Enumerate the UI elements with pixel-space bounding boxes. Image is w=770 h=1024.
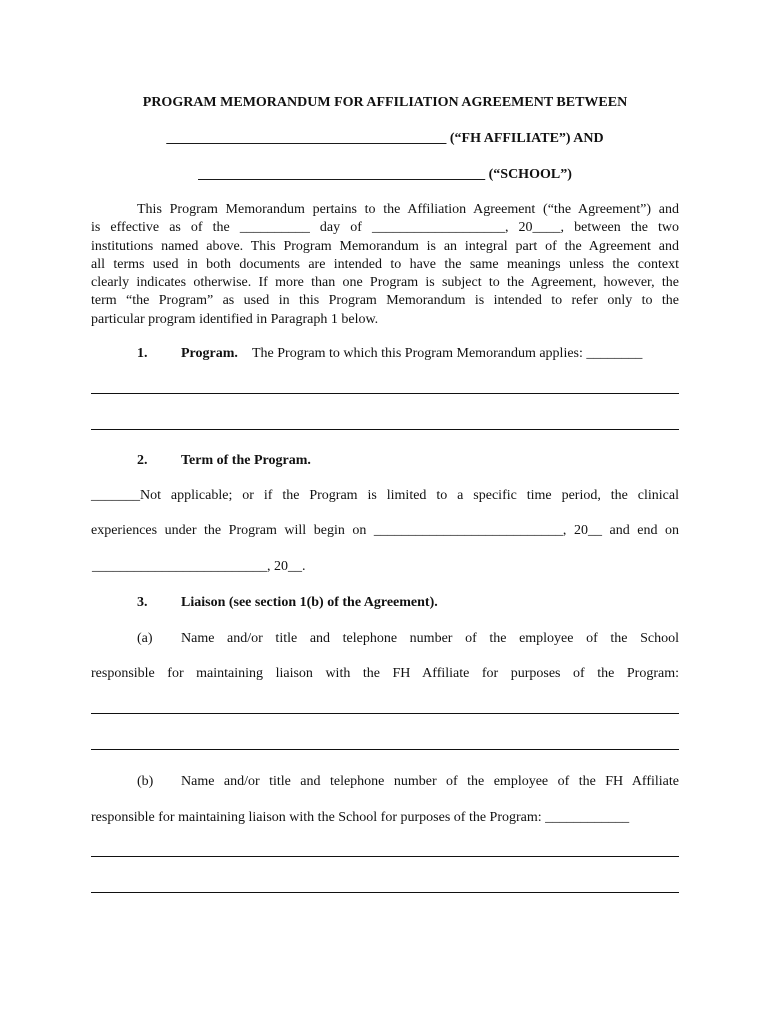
fill-in-line[interactable]	[91, 856, 679, 857]
document-title: PROGRAM MEMORANDUM FOR AFFILIATION AGREEMENT BETWEEN	[142, 95, 628, 110]
section-heading: Program.	[181, 346, 238, 361]
fill-in-line[interactable]	[91, 713, 679, 714]
intro-line: particular program identified in Paragraph 1 below.	[91, 311, 379, 327]
fill-in-line[interactable]	[91, 429, 679, 430]
term-line: experiences under the Program will begin on ___________________________, 20__ and end on	[91, 523, 679, 538]
party-school-line: _________________________________________ (“SCHOOL”)	[198, 167, 572, 182]
intro-line: term “the Program” as used in this Program Memorandum is intended to refer only to the	[91, 293, 679, 309]
subsection-a	[137, 630, 679, 648]
subsection-b	[137, 773, 679, 791]
section-number: 2.	[137, 453, 148, 468]
intro-paragraph	[91, 201, 679, 329]
subsection-text: responsible for maintaining liaison with the FH Affiliate for purposes of the Program:	[91, 666, 679, 681]
fill-in-line[interactable]	[91, 749, 679, 750]
section-text: The Program to which this Program Memorandum applies: ________	[252, 346, 643, 361]
fill-in-line[interactable]	[91, 892, 679, 893]
term-line: _________________________, 20__.	[92, 559, 306, 574]
section-3	[137, 594, 438, 612]
section-2	[137, 452, 311, 470]
party-fh-affiliate-line: ________________________________________ (“FH AFFILIATE”) AND	[166, 131, 604, 146]
intro-line: institutions named above. This Program Memorandum is an integral part of the Agreement and	[91, 238, 679, 254]
section-1	[137, 345, 643, 363]
intro-line: all terms used in both documents are intended to have the same meanings unless the context	[91, 256, 679, 272]
section-number: 3.	[137, 595, 148, 610]
subsection-text: Name and/or title and telephone number of the employee of the FH Affiliate	[181, 774, 679, 789]
intro-line: This Program Memorandum pertains to the Affiliation Agreement (“the Agreement”) and	[137, 202, 679, 217]
section-number: 1.	[137, 346, 148, 361]
subsection-label: (a)	[137, 631, 153, 646]
section-heading: Liaison (see section 1(b) of the Agreement).	[181, 595, 438, 610]
subsection-text: responsible for maintaining liaison with the School for purposes of the Program: ____________	[91, 810, 630, 825]
intro-line: is effective as of the __________ day of ___________________, 20____, between the two	[91, 220, 679, 236]
subsection-text: Name and/or title and telephone number of the employee of the School	[181, 631, 679, 646]
subsection-label: (b)	[137, 774, 154, 789]
fill-in-line[interactable]	[91, 393, 679, 394]
section-heading: Term of the Program.	[181, 453, 311, 468]
intro-line: clearly indicates otherwise. If more than one Program is subject to the Agreement, however, the	[91, 275, 679, 291]
term-line: _______Not applicable; or if the Program is limited to a specific time period, the clinical	[91, 488, 679, 503]
